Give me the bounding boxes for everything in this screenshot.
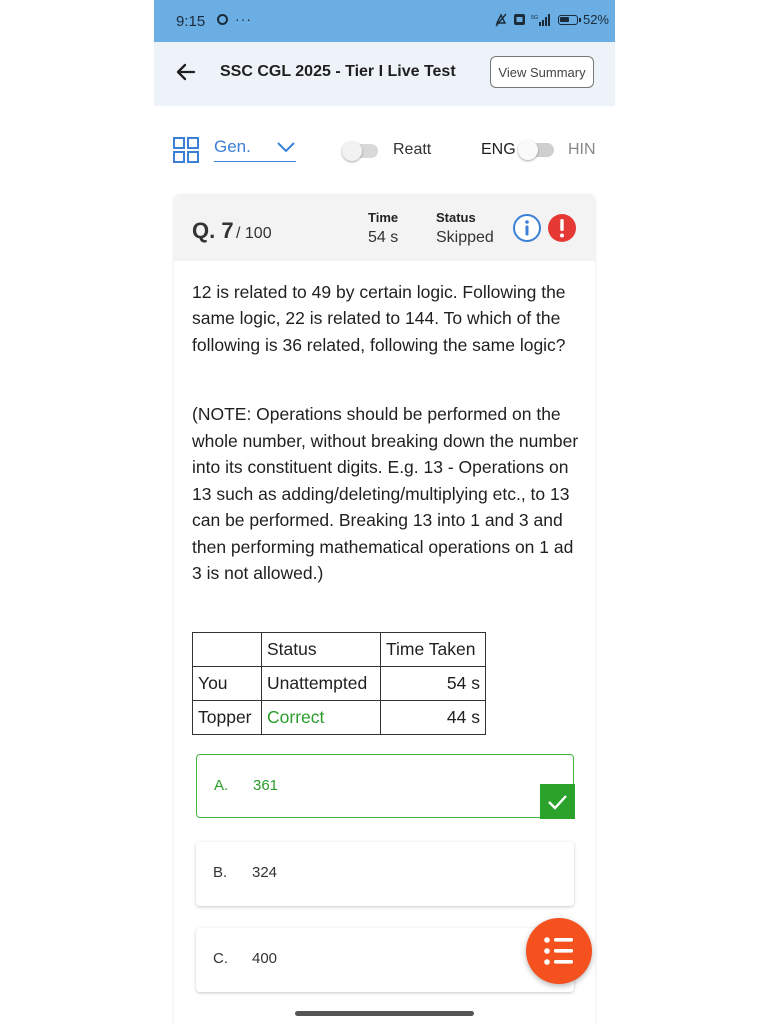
table-cell-status: Correct	[262, 701, 381, 735]
question-header	[174, 195, 595, 261]
option-value: 324	[252, 864, 278, 881]
toggle-knob	[342, 141, 362, 161]
option-a[interactable]	[196, 754, 574, 818]
more-notifications-icon: ···	[235, 11, 252, 27]
language-hin-label: HIN	[568, 141, 596, 158]
table-header-cell: Status	[262, 633, 381, 667]
question-card	[174, 195, 595, 1024]
question-total: / 100	[236, 225, 272, 242]
table-row	[193, 701, 486, 735]
status-value: Skipped	[436, 229, 494, 246]
chevron-down-icon	[276, 141, 296, 153]
time-heading: Time	[368, 210, 399, 225]
toggle-knob	[518, 140, 538, 160]
status-time: 9:15	[176, 13, 206, 30]
status-bar	[154, 0, 615, 42]
table-header-row	[193, 633, 486, 667]
section-label: Gen.	[214, 137, 251, 156]
status-icons	[494, 12, 609, 27]
alert-icon[interactable]	[547, 213, 577, 243]
status-heading: Status	[436, 210, 476, 225]
battery-icon	[558, 15, 578, 25]
mute-icon	[494, 13, 508, 27]
table-cell-time: 54 s	[381, 667, 486, 701]
option-b[interactable]	[196, 842, 574, 906]
correct-check-icon	[540, 784, 575, 819]
table-cell-who: Topper	[193, 701, 262, 735]
option-letter: C.	[213, 950, 228, 967]
back-arrow-icon[interactable]	[174, 60, 198, 84]
app-header	[154, 42, 615, 106]
reattempt-toggle[interactable]	[342, 141, 380, 161]
info-icon[interactable]	[512, 213, 542, 243]
question-text: 12 is related to 49 by certain logic. Following the same logic, 22 is related to 144. To which of the following is 36 related, following the same logic?	[192, 282, 566, 355]
stats-table	[192, 632, 486, 735]
option-letter: A.	[214, 777, 229, 794]
question-number: Q. 7	[192, 218, 234, 243]
sim-icon	[513, 13, 526, 26]
table-header-cell: Time Taken	[381, 633, 486, 667]
table-cell-time: 44 s	[381, 701, 486, 735]
option-value: 361	[253, 777, 279, 794]
table-header-cell	[193, 633, 262, 667]
time-value: 54 s	[368, 229, 399, 246]
table-row	[193, 667, 486, 701]
list-icon	[526, 918, 592, 984]
svg-text:5G: 5G	[530, 15, 539, 21]
question-grid-icon[interactable]	[173, 137, 199, 163]
option-value: 400	[252, 950, 278, 967]
option-c[interactable]	[196, 928, 574, 992]
section-dropdown[interactable]	[214, 135, 296, 162]
battery-percent: 52%	[582, 12, 609, 27]
question-list-button[interactable]	[526, 918, 592, 984]
notification-icon	[217, 14, 228, 25]
table-cell-who: You	[193, 667, 262, 701]
phone-screen	[154, 0, 615, 1024]
language-toggle[interactable]	[518, 140, 556, 160]
page-title: SSC CGL 2025 - Tier I Live Test	[220, 63, 456, 80]
question-note: (NOTE: Operations should be performed on the whole number, without breaking down the number into its constituent digits. E.g. 13 - Operations on 13 such as adding/deleting/multiplying etc., to 13 can be performed. Breaking 13 into 1 and 3 and then performing mathematical operations on 1 ad 3 is not allowed.)	[192, 404, 579, 583]
language-eng-label: ENG	[481, 141, 516, 158]
view-summary-button[interactable]: View Summary	[490, 56, 594, 88]
table-cell-status: Unattempted	[262, 667, 381, 701]
option-letter: B.	[213, 864, 228, 881]
home-indicator[interactable]	[295, 1011, 474, 1016]
signal-icon	[531, 13, 553, 26]
reattempt-label: Reatt	[393, 141, 432, 158]
